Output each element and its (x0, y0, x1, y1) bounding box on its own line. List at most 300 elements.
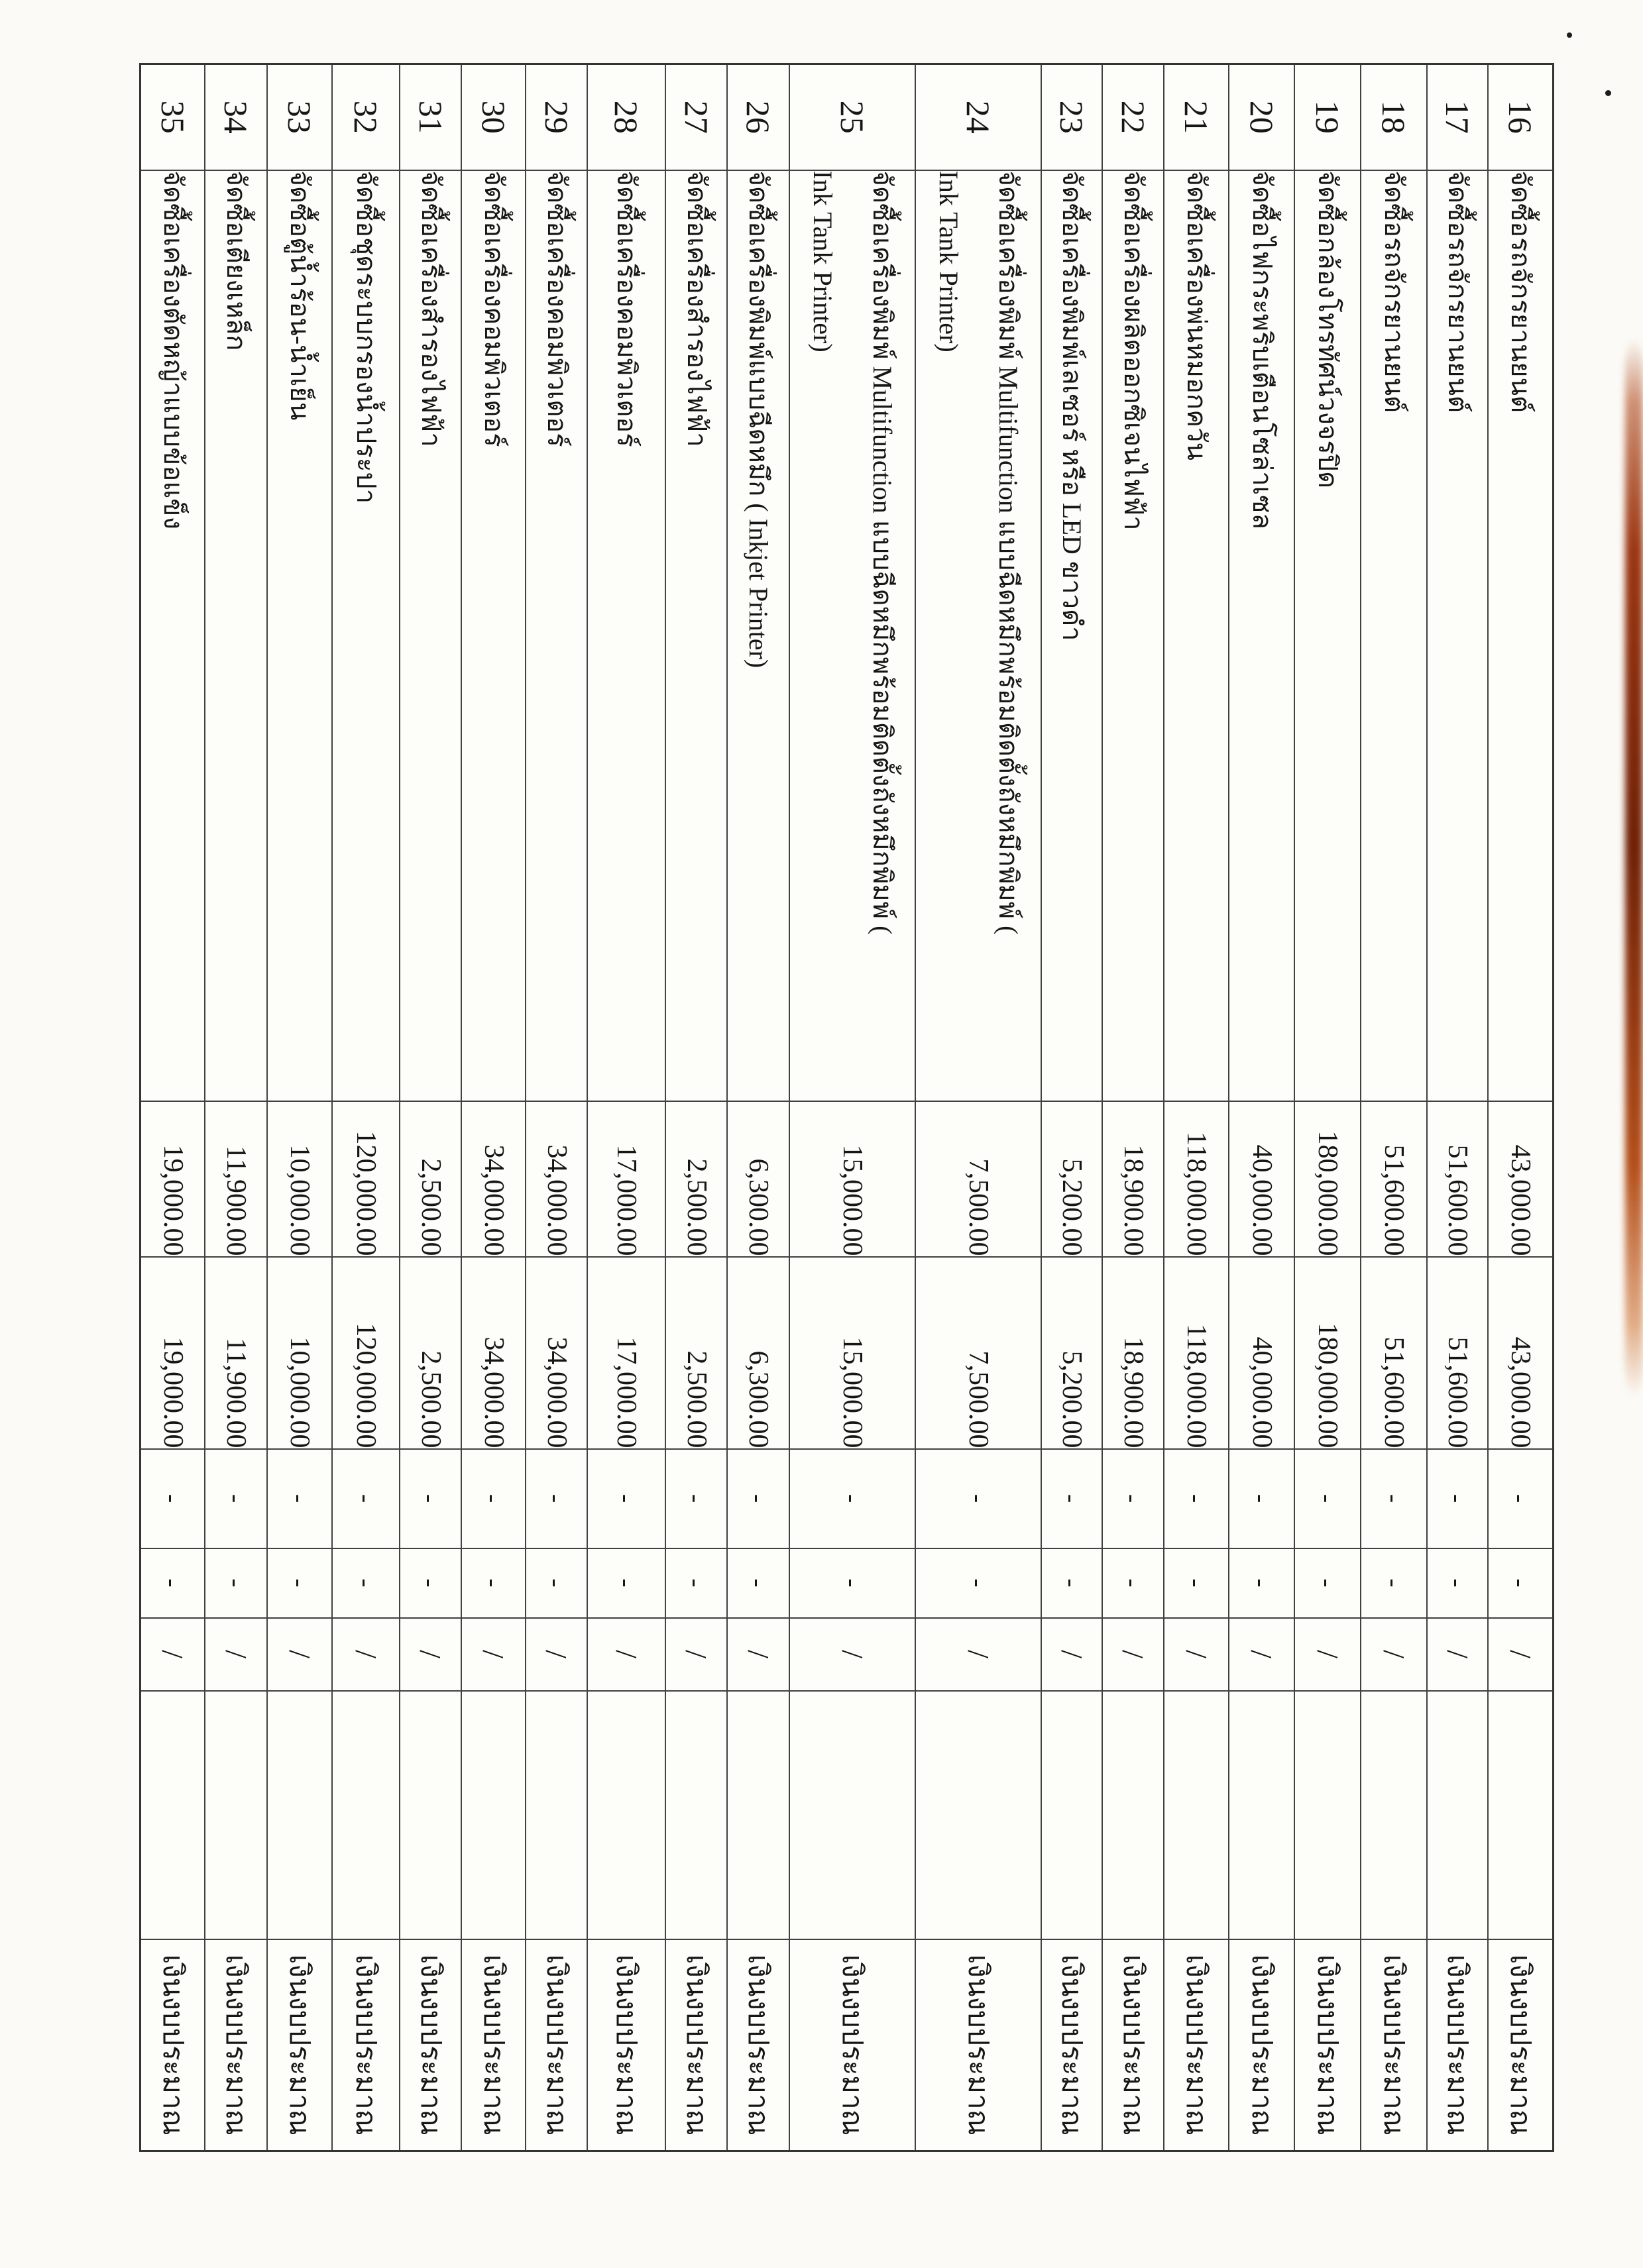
slash-check-mark: / (156, 1650, 190, 1658)
item-description-line1: จัดซื้อเครื่องพิมพ์ Multifunction แบบฉีดหมึกพร้อมติดตั้งถังหมึกพิมพ์ ( (868, 170, 898, 935)
dash-mark: - (479, 1493, 509, 1503)
item-number: 25 (834, 100, 872, 134)
plan-amount-cell (1042, 1257, 1103, 1449)
plan-amount-cell (333, 1257, 400, 1449)
plan-amount: 15,000.00 (837, 1336, 868, 1448)
remark-cell (1428, 1939, 1489, 2151)
remark-text: เงินงบประมาณ (610, 1954, 642, 2135)
item-number: 20 (1243, 100, 1280, 134)
dash-mark: - (1118, 1578, 1149, 1588)
dash-mark: - (1057, 1493, 1087, 1503)
empty-value-cell-1 (1489, 1449, 1554, 1548)
remark-cell (526, 1939, 588, 2151)
dash-mark: - (1182, 1578, 1212, 1588)
budget-amount: 15,000.00 (837, 1144, 868, 1256)
item-description-cell (1361, 170, 1428, 1101)
slash-check-mark: / (836, 1650, 870, 1658)
empty-value-cell-2 (333, 1548, 400, 1618)
remark-text: เงินงบประมาณ (1504, 1954, 1536, 2135)
remark-cell (268, 1939, 333, 2151)
table-row (1361, 64, 1428, 2151)
item-description-cell (1164, 170, 1229, 1101)
remark-cell (1489, 1939, 1554, 2151)
item-number: 16 (1502, 100, 1540, 134)
item-number: 23 (1053, 100, 1091, 134)
budget-amount-cell (268, 1101, 333, 1257)
budget-amount-cell (666, 1101, 728, 1257)
empty-value-cell-1 (1042, 1449, 1103, 1548)
empty-value-cell-1 (588, 1449, 666, 1548)
budget-amount-cell (400, 1101, 462, 1257)
remark-cell (1229, 1939, 1295, 2151)
plan-amount: 118,000.00 (1181, 1324, 1212, 1448)
check-cell (526, 1618, 588, 1691)
item-number: 26 (740, 100, 777, 134)
check-cell (1428, 1618, 1489, 1691)
item-description-line1: จัดซื้อเครื่องตัดหญ้าแบบข้อแข็ง (158, 170, 188, 530)
item-number: 31 (412, 100, 449, 134)
empty-value-cell-2 (1164, 1548, 1229, 1618)
item-description-line1: จัดซื้อเครื่องคอมพิวเตอร์ (542, 170, 572, 447)
remark-cell (462, 1939, 526, 2151)
slash-check-mark: / (962, 1650, 995, 1658)
remark-cell (400, 1939, 462, 2151)
plan-amount: 10,000.00 (284, 1336, 315, 1448)
dash-mark: - (1379, 1578, 1409, 1588)
dash-mark: - (541, 1493, 572, 1503)
table-row (462, 64, 526, 2151)
dash-mark: - (964, 1578, 993, 1588)
table-row (588, 64, 666, 2151)
plan-amount: 40,000.00 (1247, 1336, 1277, 1448)
empty-value-cell-2 (1042, 1548, 1103, 1618)
item-description-line2: Ink Tank Printer) (808, 170, 838, 352)
dash-mark: - (744, 1578, 773, 1588)
item-description-line1: จัดซื้อเครื่องคอมพิวเตอร์ (612, 170, 642, 447)
item-description-cell (1489, 170, 1554, 1101)
remark-cell (141, 1939, 205, 2151)
plan-amount: 18,900.00 (1118, 1336, 1149, 1448)
plan-amount-cell (588, 1257, 666, 1449)
item-number: 17 (1439, 100, 1477, 134)
dash-mark: - (681, 1578, 712, 1588)
blank-cell (526, 1691, 588, 1939)
blank-cell (1164, 1691, 1229, 1939)
blank-cell (790, 1691, 916, 1939)
plan-amount: 6,300.00 (743, 1350, 774, 1448)
dash-mark: - (838, 1493, 868, 1503)
budget-amount: 43,000.00 (1505, 1144, 1536, 1256)
procurement-items-table (139, 63, 1554, 2152)
empty-value-cell-1 (268, 1449, 333, 1548)
item-description-line1: จัดซื้อรถจักรยานยนต์ (1506, 170, 1536, 413)
remark-text: เงินงบประมาณ (1312, 1954, 1343, 2135)
budget-amount: 34,000.00 (479, 1144, 509, 1256)
dash-mark: - (351, 1493, 381, 1503)
item-number: 19 (1309, 100, 1347, 134)
blank-cell (1361, 1691, 1428, 1939)
dash-mark: - (1443, 1578, 1473, 1588)
empty-value-cell-2 (1361, 1548, 1428, 1618)
item-description-line1: จัดซื้อเครื่องพิมพ์ Multifunction แบบฉีดหมึกพร้อมติดตั้งถังหมึกพิมพ์ ( (993, 170, 1024, 935)
dash-mark: - (479, 1578, 509, 1588)
item-number: 35 (154, 100, 192, 134)
item-number-cell (790, 64, 916, 170)
slash-check-mark: / (414, 1650, 448, 1658)
table-row (268, 64, 333, 2151)
remark-cell (1103, 1939, 1164, 2151)
table-row (141, 64, 205, 2151)
remark-cell (588, 1939, 666, 2151)
item-number: 27 (678, 100, 715, 134)
plan-amount: 7,500.00 (963, 1350, 994, 1448)
remark-cell (333, 1939, 400, 2151)
scan-artifact-streak (1625, 338, 1643, 1398)
item-description-cell (1295, 170, 1361, 1101)
item-description-cell (526, 170, 588, 1101)
item-description-cell (728, 170, 790, 1101)
empty-value-cell-1 (526, 1449, 588, 1548)
budget-amount: 34,000.00 (541, 1144, 572, 1256)
plan-amount: 19,000.00 (157, 1336, 188, 1448)
dash-mark: - (416, 1578, 446, 1588)
item-description-cell (333, 170, 400, 1101)
item-number-cell (588, 64, 666, 170)
check-cell (205, 1618, 268, 1691)
item-description-line1: จัดซื้อเครื่องผลิตออกซิเจนไฟฟ้า (1119, 170, 1149, 531)
plan-amount: 5,200.00 (1056, 1350, 1088, 1448)
check-cell (1295, 1618, 1361, 1691)
dash-mark: - (285, 1578, 315, 1588)
empty-value-cell-2 (790, 1548, 916, 1618)
plan-amount-cell (1164, 1257, 1229, 1449)
dash-mark: - (1313, 1493, 1343, 1503)
item-number: 29 (538, 100, 575, 134)
plan-amount-cell (462, 1257, 526, 1449)
empty-value-cell-1 (1428, 1449, 1489, 1548)
blank-cell (916, 1691, 1042, 1939)
blank-cell (588, 1691, 666, 1939)
table-row (1103, 64, 1164, 2151)
check-cell (666, 1618, 728, 1691)
budget-amount: 180,000.00 (1312, 1130, 1343, 1256)
item-number-cell (666, 64, 728, 170)
empty-value-cell-2 (588, 1548, 666, 1618)
empty-value-cell-1 (728, 1449, 790, 1548)
budget-amount-cell (916, 1101, 1042, 1257)
slash-check-mark: / (1377, 1650, 1411, 1658)
item-description-cell (588, 170, 666, 1101)
empty-value-cell-2 (400, 1548, 462, 1618)
plan-amount: 34,000.00 (541, 1336, 572, 1448)
slash-check-mark: / (283, 1650, 317, 1658)
plan-amount: 11,900.00 (221, 1338, 252, 1448)
budget-amount-cell (588, 1101, 666, 1257)
remark-text: เงินงบประมาณ (415, 1954, 445, 2135)
item-description-line1: จัดซื้อเครื่องพ่นหมอกควัน (1182, 170, 1212, 460)
remark-cell (1164, 1939, 1229, 2151)
table-row (666, 64, 728, 2151)
item-number-cell (728, 64, 790, 170)
plan-amount: 120,000.00 (351, 1323, 382, 1448)
item-number-cell (1428, 64, 1489, 170)
budget-amount: 51,600.00 (1442, 1144, 1473, 1256)
item-number-cell (1042, 64, 1103, 170)
remark-text: เงินงบประมาณ (220, 1954, 251, 2135)
check-cell (728, 1618, 790, 1691)
budget-amount: 2,500.00 (681, 1158, 712, 1256)
dash-mark: - (1057, 1578, 1087, 1588)
budget-amount: 5,200.00 (1056, 1158, 1088, 1256)
table-row (1295, 64, 1361, 2151)
item-description-cell (666, 170, 728, 1101)
check-cell (588, 1618, 666, 1691)
plan-amount-cell (1229, 1257, 1295, 1449)
remark-text: เงินงบประมาณ (284, 1954, 315, 2135)
blank-cell (1103, 1691, 1164, 1939)
empty-value-cell-1 (400, 1449, 462, 1548)
item-number-cell (1361, 64, 1428, 170)
plan-amount: 2,500.00 (416, 1350, 446, 1448)
rotated-table-container (142, 63, 1554, 2150)
empty-value-cell-2 (205, 1548, 268, 1618)
ink-speck (1605, 90, 1611, 96)
dash-mark: - (838, 1578, 868, 1588)
budget-amount: 7,500.00 (963, 1158, 994, 1256)
item-number-cell (1229, 64, 1295, 170)
dash-mark: - (285, 1493, 315, 1503)
dash-mark: - (1379, 1493, 1409, 1503)
dash-mark: - (964, 1493, 993, 1503)
check-cell (1164, 1618, 1229, 1691)
item-number-cell (268, 64, 333, 170)
plan-amount: 2,500.00 (681, 1350, 712, 1448)
table-row (1428, 64, 1489, 2151)
plan-amount: 51,600.00 (1379, 1336, 1410, 1448)
blank-cell (268, 1691, 333, 1939)
blank-cell (400, 1691, 462, 1939)
dash-mark: - (1182, 1493, 1212, 1503)
dash-mark: - (681, 1493, 712, 1503)
item-description-cell (1428, 170, 1489, 1101)
budget-amount-cell (1042, 1101, 1103, 1257)
plan-amount-cell (1103, 1257, 1164, 1449)
remark-text: เงินงบประมาณ (742, 1954, 773, 2135)
table-row (916, 64, 1042, 2151)
budget-amount: 120,000.00 (351, 1130, 382, 1256)
item-number-cell (462, 64, 526, 170)
item-number-cell (1295, 64, 1361, 170)
blank-cell (728, 1691, 790, 1939)
slash-check-mark: / (1055, 1650, 1089, 1658)
empty-value-cell-1 (916, 1449, 1042, 1548)
remark-text: เงินงบประมาณ (1378, 1954, 1409, 2135)
blank-cell (666, 1691, 728, 1939)
budget-amount-cell (333, 1101, 400, 1257)
plan-amount: 34,000.00 (479, 1336, 509, 1448)
plan-amount: 180,000.00 (1312, 1323, 1343, 1448)
dash-mark: - (1118, 1493, 1149, 1503)
empty-value-cell-1 (1164, 1449, 1229, 1548)
item-description-cell (1229, 170, 1295, 1101)
slash-check-mark: / (1503, 1650, 1538, 1658)
empty-value-cell-2 (268, 1548, 333, 1618)
check-cell (141, 1618, 205, 1691)
slash-check-mark: / (1311, 1650, 1345, 1658)
table-row (400, 64, 462, 2151)
remark-cell (790, 1939, 916, 2151)
remark-text: เงินงบประมาณ (681, 1954, 711, 2135)
empty-value-cell-2 (462, 1548, 526, 1618)
budget-amount: 18,900.00 (1118, 1144, 1149, 1256)
remark-text: เงินงบประมาณ (836, 1954, 868, 2135)
check-cell (400, 1618, 462, 1691)
budget-amount-cell (526, 1101, 588, 1257)
empty-value-cell-1 (141, 1449, 205, 1548)
empty-value-cell-2 (666, 1548, 728, 1618)
budget-amount-cell (790, 1101, 916, 1257)
empty-value-cell-1 (1103, 1449, 1164, 1548)
slash-check-mark: / (219, 1650, 253, 1658)
item-number: 21 (1178, 100, 1216, 134)
remark-text: เงินงบประมาณ (1117, 1954, 1148, 2135)
item-number: 18 (1375, 100, 1413, 134)
dash-mark: - (612, 1578, 642, 1588)
empty-value-cell-2 (1103, 1548, 1164, 1618)
dash-mark: - (1505, 1578, 1536, 1588)
budget-amount-cell (1489, 1101, 1554, 1257)
check-cell (1042, 1618, 1103, 1691)
budget-amount: 51,600.00 (1379, 1144, 1410, 1256)
empty-value-cell-1 (333, 1449, 400, 1548)
empty-value-cell-2 (1229, 1548, 1295, 1618)
plan-amount: 43,000.00 (1505, 1336, 1536, 1448)
item-number-cell (400, 64, 462, 170)
plan-amount-cell (728, 1257, 790, 1449)
empty-value-cell-2 (916, 1548, 1042, 1618)
dash-mark: - (221, 1578, 251, 1588)
dash-mark: - (351, 1578, 381, 1588)
item-description-cell (462, 170, 526, 1101)
slash-check-mark: / (1180, 1650, 1214, 1658)
slash-check-mark: / (742, 1650, 775, 1658)
blank-cell (141, 1691, 205, 1939)
item-description-line1: จัดซื้อเครื่องคอมพิวเตอร์ (479, 170, 509, 447)
item-description-cell (205, 170, 268, 1101)
slash-check-mark: / (1245, 1650, 1279, 1658)
check-cell (268, 1618, 333, 1691)
item-description-cell (1103, 170, 1164, 1101)
item-description-cell (268, 170, 333, 1101)
check-cell (916, 1618, 1042, 1691)
blank-cell (1295, 1691, 1361, 1939)
budget-amount: 19,000.00 (157, 1144, 188, 1256)
item-description-line1: จัดซื้อเตียงเหล็ก (221, 170, 252, 351)
item-description-cell (1042, 170, 1103, 1101)
item-number: 33 (281, 100, 319, 134)
slash-check-mark: / (349, 1650, 383, 1658)
item-number: 22 (1115, 100, 1152, 134)
empty-value-cell-1 (790, 1449, 916, 1548)
plan-amount-cell (666, 1257, 728, 1449)
remark-text: เงินงบประมาณ (1442, 1954, 1473, 2135)
empty-value-cell-2 (1489, 1548, 1554, 1618)
budget-amount: 118,000.00 (1181, 1132, 1212, 1256)
budget-amount-cell (1428, 1101, 1489, 1257)
budget-amount: 11,900.00 (221, 1146, 252, 1256)
item-number: 28 (608, 100, 646, 134)
table-row (1164, 64, 1229, 2151)
empty-value-cell-2 (526, 1548, 588, 1618)
plan-amount-cell (790, 1257, 916, 1449)
check-cell (1103, 1618, 1164, 1691)
table-row (1489, 64, 1554, 2151)
dash-mark: - (1313, 1578, 1343, 1588)
remark-cell (666, 1939, 728, 2151)
dash-mark: - (612, 1493, 642, 1503)
blank-cell (333, 1691, 400, 1939)
item-description-line1: จัดซื้อกล้องโทรทัศน์วงจรปิด (1313, 170, 1343, 489)
item-number: 34 (217, 100, 255, 134)
plan-amount-cell (916, 1257, 1042, 1449)
item-number: 30 (475, 100, 512, 134)
blank-cell (462, 1691, 526, 1939)
dash-mark: - (1247, 1578, 1277, 1588)
empty-value-cell-2 (1295, 1548, 1361, 1618)
blank-cell (1042, 1691, 1103, 1939)
remark-text: เงินงบประมาณ (1180, 1954, 1212, 2135)
remark-cell (1361, 1939, 1428, 2151)
item-number-cell (526, 64, 588, 170)
check-cell (1229, 1618, 1295, 1691)
budget-amount-cell (1103, 1101, 1164, 1257)
table-row (728, 64, 790, 2151)
dash-mark: - (1247, 1493, 1277, 1503)
empty-value-cell-1 (1295, 1449, 1361, 1548)
item-number-cell (141, 64, 205, 170)
empty-value-cell-1 (1361, 1449, 1428, 1548)
plan-amount-cell (526, 1257, 588, 1449)
item-description-line1: จัดซื้อเครื่องพิมพ์แบบฉีดหมึก ( Inkjet Printer) (744, 170, 774, 669)
remark-cell (1295, 1939, 1361, 2151)
ink-speck (1567, 32, 1572, 38)
item-number-cell (1164, 64, 1229, 170)
slash-check-mark: / (477, 1650, 511, 1658)
remark-cell (1042, 1939, 1103, 2151)
item-description-line1: จัดซื้อไฟกระพริบเตือนโซล่าเซล (1247, 170, 1277, 529)
table-row (1229, 64, 1295, 2151)
budget-amount: 6,300.00 (743, 1158, 774, 1256)
item-description-line2: Ink Tank Printer) (934, 170, 964, 352)
empty-value-cell-1 (1229, 1449, 1295, 1548)
plan-amount-cell (400, 1257, 462, 1449)
budget-amount: 2,500.00 (416, 1158, 446, 1256)
dash-mark: - (158, 1493, 188, 1503)
item-number: 24 (960, 100, 997, 134)
budget-amount: 40,000.00 (1247, 1144, 1277, 1256)
dash-mark: - (541, 1578, 572, 1588)
budget-amount-cell (728, 1101, 790, 1257)
dash-mark: - (158, 1578, 188, 1588)
check-cell (333, 1618, 400, 1691)
budget-amount: 17,000.00 (611, 1144, 642, 1256)
budget-amount-cell (1164, 1101, 1229, 1257)
item-description-line1: จัดซื้อรถจักรยานยนต์ (1379, 170, 1410, 413)
budget-amount-cell (1229, 1101, 1295, 1257)
budget-amount-cell (1295, 1101, 1361, 1257)
empty-value-cell-2 (141, 1548, 205, 1618)
table-row (790, 64, 916, 2151)
